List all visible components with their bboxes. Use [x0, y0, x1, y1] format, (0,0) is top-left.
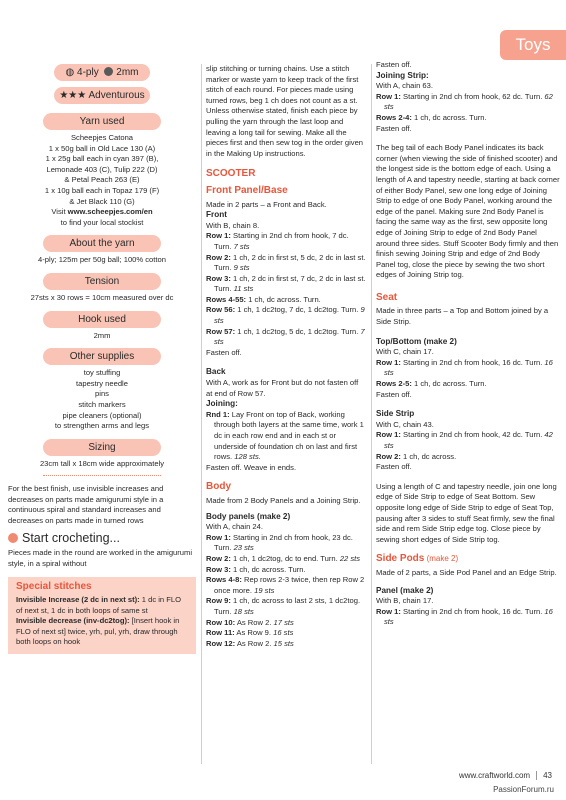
seat-assembly-text: Using a length of C and tapestry needle, join one long edge of Side Strip to edge of Seat Bottom. Sew opposite long edge of Side Strip to edge of Seat Top, pausing after 3 sides to stuff Seat firmly, sew the final side and rem Side Strip edge tog. Close piece by sewing short edges of Side Strip tog. [376, 481, 557, 544]
page-footer [459, 771, 552, 780]
fasten-off: Fasten off. [376, 123, 412, 133]
bullet-icon [8, 533, 18, 543]
body-row-11: Row 11: As Row 9. 16 sts [206, 628, 294, 638]
row-57: Row 57: 1 ch, 1 dc2tog, 5 dc, 1 dc2tog. Turn. 7 sts [206, 326, 365, 347]
start-text: Pieces made in the round are worked in the amigurumi style, in a spiral without [8, 548, 193, 568]
back-text: With A, work as for Front but do not fasten off at end of Row 57. [206, 378, 359, 398]
joining-strip-start: With A, chain 63. [376, 81, 433, 91]
yarn-line: 1 x 50g ball in Old Lace 130 (A) [48, 143, 156, 153]
body-rows-4-8: Rows 4-8: Rep rows 2-3 twice, then rep Row 2 once more. 19 sts [206, 575, 365, 595]
yarn-line: & Petal Peach 263 (E) [64, 175, 140, 185]
scooter-heading: SCOOTER [206, 168, 256, 180]
hook-icon [104, 67, 113, 76]
front-start: With B, chain 8. [206, 220, 260, 230]
joining-strip-subheading: Joining Strip: [376, 70, 429, 80]
info-column [8, 64, 196, 654]
side-pods-heading: Side Pods (make 2) [376, 553, 459, 565]
hook-used-heading: Hook used [43, 311, 161, 328]
sizing-text: 23cm tall x 18cm wide approximately [39, 458, 165, 468]
other-supplies-heading: Other supplies [43, 348, 161, 365]
pattern-column-3 [376, 60, 560, 628]
yarn-line: Lemonade 403 (C), Tulip 222 (D) [46, 164, 158, 174]
seat-intro: Made in three parts – a Top and Bottom joined by a Side Strip. [376, 306, 549, 327]
body-row-10: Row 10: As Row 2. 17 sts [206, 617, 294, 627]
side-strip-start: With C, chain 43. [376, 419, 434, 429]
about-yarn-text: 4-ply; 125m per 50g ball; 100% cotton [38, 255, 166, 265]
intro-text: For the best finish, use invisible increases and decreases on parts made amigurumi style in a continuous spiral and standard increases and decreases on parts made in turned rows [8, 484, 164, 526]
fasten-weave: Fasten off. Weave in ends. [206, 462, 297, 472]
watermark: PassionForum.ru [493, 785, 554, 794]
body-panels-subheading: Body panels (make 2) [206, 511, 291, 521]
intro-continued: slip stitching or turning chains. Use a stitch marker or waste yarn to keep track of the first stitch of each round. For pieces made using turned rows, beg 1 ch does not count as a st. Unless otherwise stated, finish each piece by pulling the yarn through the last loop and leaving a long tail for sewing. Make all the pieces first and then sew tog in the order given in the Making Up instructions. [206, 64, 364, 158]
special-stitches-heading: Special stitches [16, 581, 92, 593]
back-subheading: Back [206, 367, 226, 377]
yarn-line: 1 x 25g ball each in cyan 397 (B), [45, 154, 159, 164]
yarn-list [8, 133, 196, 228]
scheepjes-link[interactable]: www.scheepjes.com/en [67, 207, 153, 217]
rows-4-55: Rows 4-55: 1 ch, dc across. Turn. [206, 294, 321, 304]
top-bottom-subheading: Top/Bottom (make 2) [376, 336, 457, 346]
difficulty-level: Adventurous [88, 90, 145, 101]
section-tab-toys: Toys [500, 30, 566, 60]
side-strip-subheading: Side Strip [376, 409, 415, 419]
stockist-suffix: to find your local stockist [60, 217, 144, 227]
footer-url[interactable]: www.craftworld.com [458, 771, 531, 780]
invisible-decrease: Invisible decrease (inv-dc2tog): [Insert hook in FLO of next st] twice, yrh, pul, yrh, draw through both loops on hook [16, 616, 180, 647]
fasten-off: Fasten off. [376, 462, 412, 472]
column-divider [201, 64, 202, 764]
column-divider [371, 64, 372, 764]
panel-subheading: Panel (make 2) [376, 585, 434, 595]
yarn-ball-icon: ◍ [65, 67, 75, 78]
hook-size: 2mm [116, 67, 139, 78]
row-3: Row 3: 1 ch, 2 dc in first st, 7 dc, 2 dc in last st. Turn. 11 sts [206, 273, 366, 294]
supply-item: stitch markers [78, 399, 126, 409]
pattern-column-2 [206, 64, 366, 649]
row-2: Row 2: 1 ch, 2 dc in first st, 5 dc, 2 dc in last st. Turn. 9 sts [206, 252, 366, 273]
difficulty-badge [54, 87, 150, 104]
special-stitches-box [8, 577, 196, 654]
row-1: Row 1: Starting in 2nd ch from hook, 7 dc. Turn. 7 sts [206, 231, 349, 251]
body-panels-start: With A, chain 24. [206, 522, 263, 532]
joining-subheading: Joining: [206, 399, 238, 409]
fasten-off: Fasten off. [376, 60, 412, 69]
supply-item: toy stuffing [83, 368, 121, 378]
about-yarn-heading: About the yarn [43, 235, 161, 252]
invisible-increase: Invisible Increase (2 dc in next st): 1 dc in FLO of next st, 1 dc in both loops of same st [16, 595, 182, 615]
assembly-text: The beg tail of each Body Panel indicates its back corner (when viewing the side of finished scooter) and the longest side is the bottom edge of each. Using a length of A and tapestry needle, starting at back corner of either Body Panel, sew one long edge of Joining Strip to edge of one Body Panel, working around the edge of the panel. Making sure 2nd Body Panel is facing the same way as the first, sew opposite long edge of Joining Strip to edge of 2nd Body Panel around three sides. Stuff Scooter Body firmly and then finish sewing Joining Strip and edge of 2nd Body Panel tog, close the piece by sewing the two short edges of Joining Strip tog. [376, 143, 560, 280]
front-panel-intro: Made in 2 parts – a Front and Back. [206, 199, 327, 209]
seat-rows-2-5: Rows 2-5: 1 ch, dc across. Turn. [376, 379, 487, 389]
seat-row-1: Row 1: Starting in 2nd ch from hook, 16 dc. Turn. 16 sts [376, 357, 553, 378]
hook-used-text: 2mm [93, 330, 111, 340]
yarn-used-heading: Yarn used [43, 113, 161, 130]
body-row-1: Row 1: Starting in 2nd ch from hook, 23 dc. Turn. 23 sts [206, 532, 353, 553]
side-row-1: Row 1: Starting in 2nd ch from hook, 42 dc. Turn. 42 sts [376, 430, 553, 450]
yarn-line: Scheepjes Catona [70, 133, 134, 142]
yarn-line: & Jet Black 110 (G) [69, 196, 135, 206]
rnd-1: Rnd 1: Lay Front on top of Back, working through both layers at the same time, work 1 dc in each row end and in each st or underside of foundation ch on last and first rows. 128 sts. [206, 409, 364, 462]
top-bottom-start: With C, chain 17. [376, 347, 434, 357]
body-row-3: Row 3: 1 ch, dc across. Turn. [206, 564, 306, 574]
body-heading: Body [206, 481, 231, 493]
tension-text: 27sts x 30 rows = 10cm measured over dc [30, 292, 174, 302]
front-panel-heading: Front Panel/Base [206, 184, 288, 196]
body-row-2: Row 2: 1 ch, 1 dc2tog, dc to end. Turn. 22 sts [206, 553, 361, 563]
yarn-weight: 4-ply [77, 67, 99, 78]
fasten-off: Fasten off. [376, 389, 412, 399]
start-heading: Start crocheting... [8, 533, 196, 544]
tension-heading: Tension [43, 273, 161, 290]
body-row-9: Row 9: 1 ch, dc across to last 2 sts, 1 dc2tog. Turn. 18 sts [206, 596, 361, 616]
panel-start: With B, chain 17. [376, 596, 434, 606]
supply-item: pins [95, 389, 109, 399]
page-number: 43 [536, 771, 552, 780]
sizing-heading: Sizing [43, 439, 161, 456]
difficulty-stars: ★★★ [59, 90, 87, 101]
strip-row-1: Row 1: Starting in 2nd ch from hook, 62 dc. Turn. 62 sts [376, 91, 553, 112]
side-row-2: Row 2: 1 ch, dc across. [376, 451, 457, 461]
body-intro: Made from 2 Body Panels and a Joining Strip. [206, 495, 361, 505]
stockist-line: Visit www.scheepjes.com/en [51, 207, 153, 217]
seat-heading: Seat [376, 291, 398, 303]
supplies-list [8, 368, 196, 432]
front-subheading: Front [206, 210, 227, 220]
fasten-off: Fasten off. [206, 347, 242, 357]
supply-item: tapestry needle [76, 378, 128, 388]
row-56: Row 56: 1 ch, 1 dc2tog, 7 dc, 1 dc2tog. Turn. 9 sts [206, 305, 365, 326]
supply-item: pipe cleaners (optional) [62, 410, 142, 420]
yarn-hook-badge [54, 64, 150, 81]
supply-item: to strengthen arms and legs [54, 421, 150, 431]
side-pods-intro: Made of 2 parts, a Side Pod Panel and an Edge Strip. [376, 567, 557, 577]
body-row-12: Row 12: As Row 2. 15 sts [206, 638, 294, 648]
strip-rows-2-4: Rows 2-4: 1 ch, dc across. Turn. [376, 112, 487, 122]
yarn-line: 1 x 10g ball each in Topaz 179 (F) [44, 185, 160, 195]
dotted-divider [43, 475, 161, 476]
panel-row-1: Row 1: Starting in 2nd ch from hook, 16 dc. Turn. 16 sts [376, 606, 553, 627]
